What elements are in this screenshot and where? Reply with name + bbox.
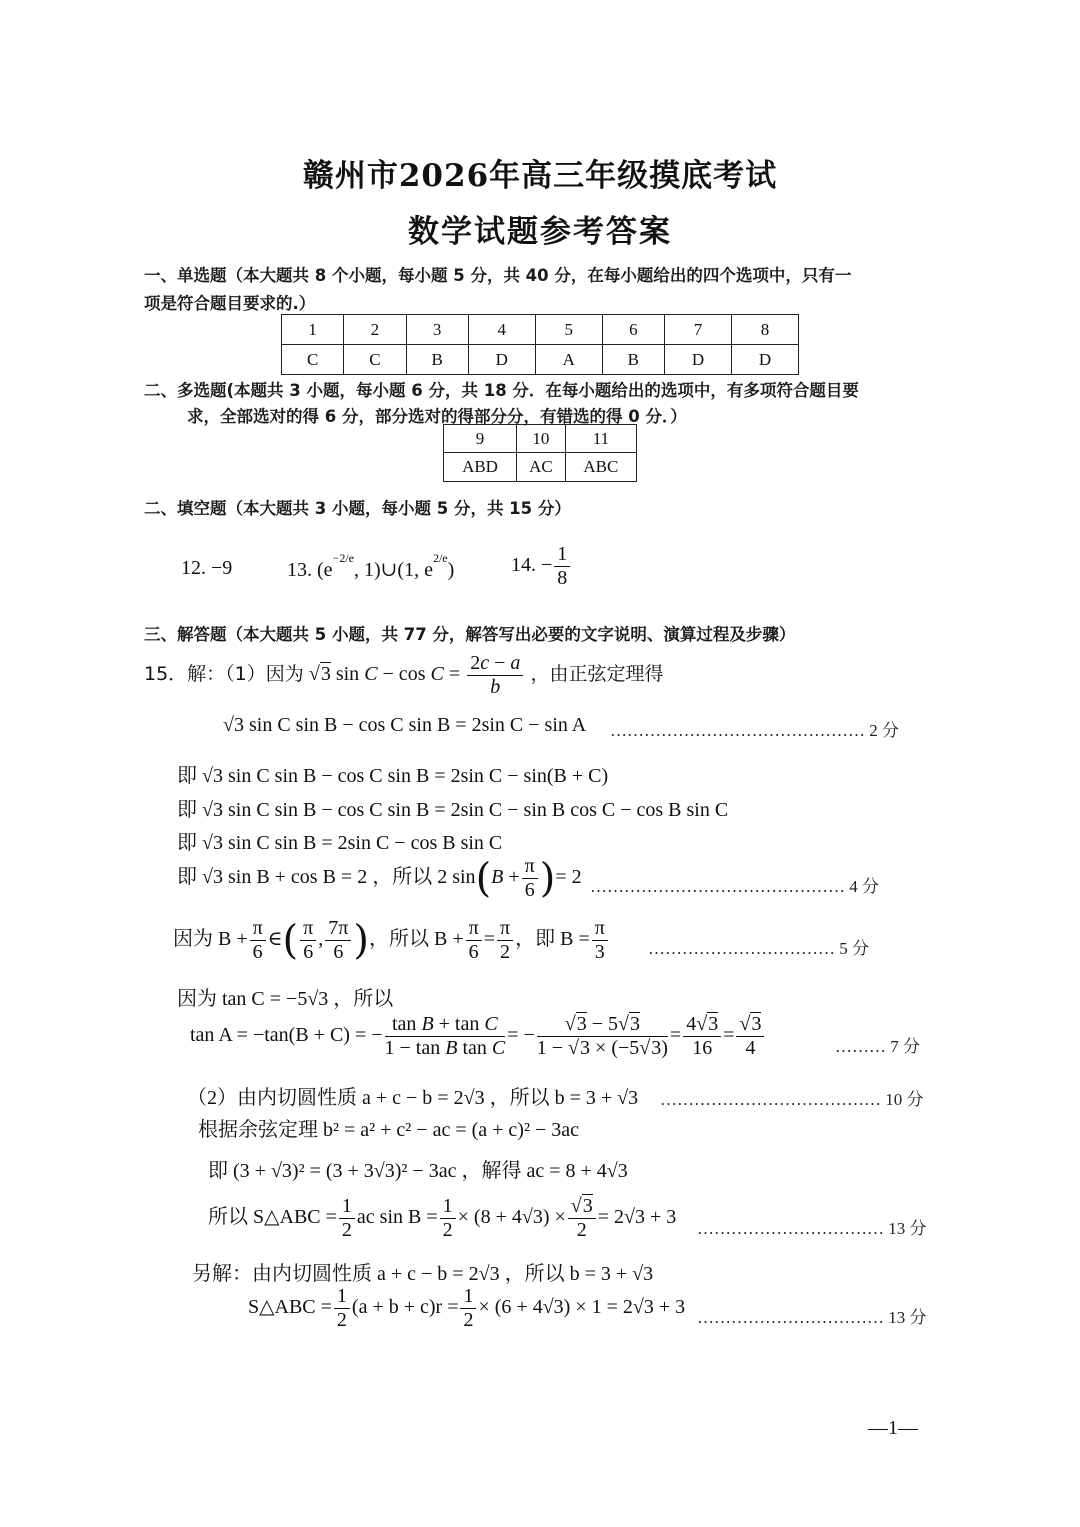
table-cell: D <box>731 345 798 375</box>
page-subtitle: 数学试题参考答案 <box>408 214 672 250</box>
fraction <box>466 917 482 964</box>
equation-part: 因为 B + <box>173 928 248 950</box>
equation-part: S△ABC = <box>248 1296 332 1318</box>
denominator: 3 <box>594 941 605 963</box>
page-number: —1— <box>868 1417 918 1439</box>
table-cell: ABC <box>565 453 636 482</box>
numerator: 1 <box>339 1195 355 1219</box>
table-cell: ABD <box>444 453 517 482</box>
equation-part: ，即 B = <box>515 928 590 950</box>
table-cell: 5 <box>535 315 602 345</box>
fraction <box>440 1195 456 1242</box>
score-5: …………………………… 5 分 <box>648 939 869 958</box>
table-cell: C <box>344 345 406 375</box>
q15-part2-line3: 即 (3 + √3)² = (3 + 3√3)² − 3ac ，解得 ac = 8 + 4√3 <box>208 1160 628 1182</box>
denominator: 16 <box>692 1037 713 1059</box>
fraction <box>250 917 266 964</box>
equation-part: 即 √3 sin B + cos B = 2 ，所以 2 sin <box>177 866 476 888</box>
fraction <box>736 1013 764 1060</box>
answer-q13 <box>287 551 455 582</box>
equation-part: tan A = −tan(B + C) = − <box>190 1024 383 1046</box>
table-cell: D <box>664 345 731 375</box>
fraction <box>460 1285 476 1332</box>
fraction <box>385 1013 506 1060</box>
fraction <box>554 543 570 590</box>
numerator: π <box>466 917 482 941</box>
equation: = <box>669 1024 682 1046</box>
table-row-answers <box>444 453 637 482</box>
denominator: 8 <box>557 567 568 589</box>
numerator: 1 <box>554 543 570 567</box>
answer-value: −9 <box>211 557 233 579</box>
q15-part2-line1: （2）由内切圆性质 a + c − b = 2√3 ，所以 b = 3 + √3 <box>187 1087 639 1109</box>
equation: = − <box>507 1024 535 1046</box>
fraction <box>683 1013 721 1060</box>
denominator: b <box>490 676 501 698</box>
paren-open: ( <box>475 855 492 902</box>
question-number: 12. <box>181 557 206 579</box>
q15-part2-line2: 根据余弦定理 b² = a² + c² − ac = (a + c)² − 3ac <box>198 1119 579 1141</box>
numerator: π <box>250 917 266 941</box>
q15-line7 <box>173 917 610 964</box>
paren-close: ) <box>353 917 369 964</box>
table-cell: A <box>535 345 602 375</box>
numerator: √3 − 5√3 <box>537 1013 668 1037</box>
answer-q14 <box>511 543 572 590</box>
numerator: 1 <box>440 1195 456 1219</box>
equation: = <box>483 928 495 950</box>
score-4: ……………………………………… 4 分 <box>590 877 879 896</box>
fraction <box>592 917 608 964</box>
table-cell: 1 <box>282 315 344 345</box>
section1-heading-line1: 一、单选题（本大题共 8 个小题，每小题 5 分，共 40 分，在每小题给出的四个选项中，只有一 <box>144 266 852 285</box>
single-choice-answer-table <box>281 314 799 375</box>
denominator: 1 − tan B tan C <box>384 1037 506 1059</box>
numerator: π <box>497 917 513 941</box>
paren-open: ( <box>282 917 299 964</box>
table-cell: 4 <box>468 315 535 345</box>
equation: B + <box>491 866 520 888</box>
numerator: √3 <box>736 1013 764 1037</box>
numerator: π <box>300 917 316 941</box>
denominator: 2 <box>442 1219 453 1241</box>
equation-part: (a + b + c)r = <box>351 1296 459 1318</box>
question-number: 14. <box>511 554 536 577</box>
equation-part: ，所以 B + <box>368 928 464 950</box>
equation: √3 sin C − cos C = <box>308 663 461 685</box>
denominator: 6 <box>303 941 314 963</box>
table-cell: 7 <box>664 315 731 345</box>
numerator: π <box>592 917 608 941</box>
table-cell: C <box>282 345 344 375</box>
table-row-numbers <box>282 315 799 345</box>
q15-alt-line2 <box>248 1285 685 1332</box>
numerator: π <box>522 855 538 879</box>
table-cell: 10 <box>517 425 566 453</box>
q15-line2: √3 sin C sin B − cos C sin B = 2sin C − sin A <box>223 714 587 736</box>
fraction <box>325 917 351 964</box>
fraction <box>300 917 316 964</box>
numerator: 1 <box>334 1285 350 1309</box>
equation-part: 所以 S△ABC = <box>208 1206 337 1228</box>
law-of-sines-text: ，由正弦定理得 <box>530 663 664 685</box>
numerator: 2c − a <box>467 652 523 676</box>
fraction <box>339 1195 355 1242</box>
denominator: 2 <box>341 1219 352 1241</box>
table-cell: 3 <box>406 315 468 345</box>
denominator: 2 <box>576 1219 587 1241</box>
denominator: 6 <box>333 941 344 963</box>
equation-part: = 2√3 + 3 <box>597 1206 677 1228</box>
table-cell: 2 <box>344 315 406 345</box>
section2-heading-line1: 二、多选题(本题共 3 小题，每小题 6 分，共 18 分．在每小题给出的选项中，有多项符合题目要 <box>144 381 859 400</box>
equation-part: × (8 + 4√3) × <box>457 1206 566 1228</box>
equation: = <box>723 1024 735 1046</box>
score-7: ……… 7 分 <box>835 1037 920 1056</box>
equation-part: = 2 <box>555 866 582 888</box>
fraction <box>334 1285 350 1332</box>
denominator: 6 <box>468 941 479 963</box>
q15-line5: 即 √3 sin C sin B = 2sin C − cos B sin C <box>177 832 503 854</box>
multi-choice-answer-table <box>443 424 637 482</box>
section1-heading-line2: 项是符合题目要求的.） <box>144 294 316 313</box>
section4-heading: 三、解答题（本大题共 5 小题，共 77 分，解答写出必要的文字说明、演算过程及步骤） <box>144 625 796 644</box>
denominator: 2 <box>336 1309 347 1331</box>
table-cell: 9 <box>444 425 517 453</box>
denominator: 6 <box>524 879 535 901</box>
fraction <box>537 1013 668 1060</box>
numerator: √3 <box>568 1195 596 1219</box>
q15-line6 <box>177 855 582 902</box>
score-13b: …………………………… 13 分 <box>697 1308 927 1327</box>
comma: , <box>318 928 324 950</box>
denominator: 6 <box>252 941 263 963</box>
table-row-answers <box>282 345 799 375</box>
q15-line1 <box>144 652 663 699</box>
score-10: ………………………………… 10 分 <box>660 1090 924 1109</box>
answer-interval: ($e^{-2/e}$, 1)∪(1, $e^{2/e}$) <box>317 551 455 581</box>
table-row-numbers <box>444 425 637 453</box>
q15-line3: 即 √3 sin C sin B − cos C sin B = 2sin C − sin(B + C) <box>177 765 609 787</box>
q15-line8: 因为 tan C = −5√3 ，所以 <box>177 988 394 1010</box>
table-cell: D <box>468 345 535 375</box>
fraction <box>497 917 513 964</box>
table-cell: AC <box>517 453 566 482</box>
table-cell: B <box>406 345 468 375</box>
table-cell: 6 <box>602 315 664 345</box>
numerator: 4√3 <box>683 1013 721 1037</box>
section2-heading-line2: 求，全部选对的得 6 分，部分选对的得部分分，有错选的得 0 分．） <box>187 407 687 426</box>
answer-sign: − <box>541 554 553 577</box>
fraction <box>522 855 538 902</box>
section3-heading: 二、填空题（本大题共 3 小题，每小题 5 分，共 15 分） <box>144 499 571 518</box>
numerator: 7π <box>325 917 351 941</box>
paren-close: ) <box>539 855 556 902</box>
table-cell: 11 <box>565 425 636 453</box>
numerator: 1 <box>460 1285 476 1309</box>
equation: ∈ <box>267 928 283 950</box>
equation-part: × (6 + 4√3) × 1 = 2√3 + 3 <box>478 1296 686 1318</box>
equation-part: ac sin B = <box>356 1206 438 1228</box>
denominator: 1 − √3 × (−5√3) <box>536 1037 668 1059</box>
score-13a: …………………………… 13 分 <box>697 1219 927 1238</box>
table-cell: B <box>602 345 664 375</box>
numerator: tan B + tan C <box>385 1013 506 1037</box>
answer-q12 <box>181 557 232 580</box>
q15-intro: 15．解：（1）因为 <box>144 663 304 685</box>
denominator: 2 <box>463 1309 474 1331</box>
page-title: 赣州市2026年高三年级摸底考试 <box>302 158 778 194</box>
denominator: 2 <box>500 941 511 963</box>
q15-part2-line4 <box>208 1195 676 1242</box>
fraction <box>467 652 523 699</box>
score-2: ……………………………………… 2 分 <box>610 721 899 740</box>
question-number: 13. <box>287 559 312 581</box>
q15-line4: 即 √3 sin C sin B − cos C sin B = 2sin C − sin B cos C − cos B sin C <box>177 799 729 821</box>
q15-alt-line1: 另解：由内切圆性质 a + c − b = 2√3 ，所以 b = 3 + √3 <box>192 1263 654 1285</box>
table-cell: 8 <box>731 315 798 345</box>
fraction <box>568 1195 596 1242</box>
q15-line9 <box>190 1013 766 1060</box>
denominator: 4 <box>745 1037 756 1059</box>
